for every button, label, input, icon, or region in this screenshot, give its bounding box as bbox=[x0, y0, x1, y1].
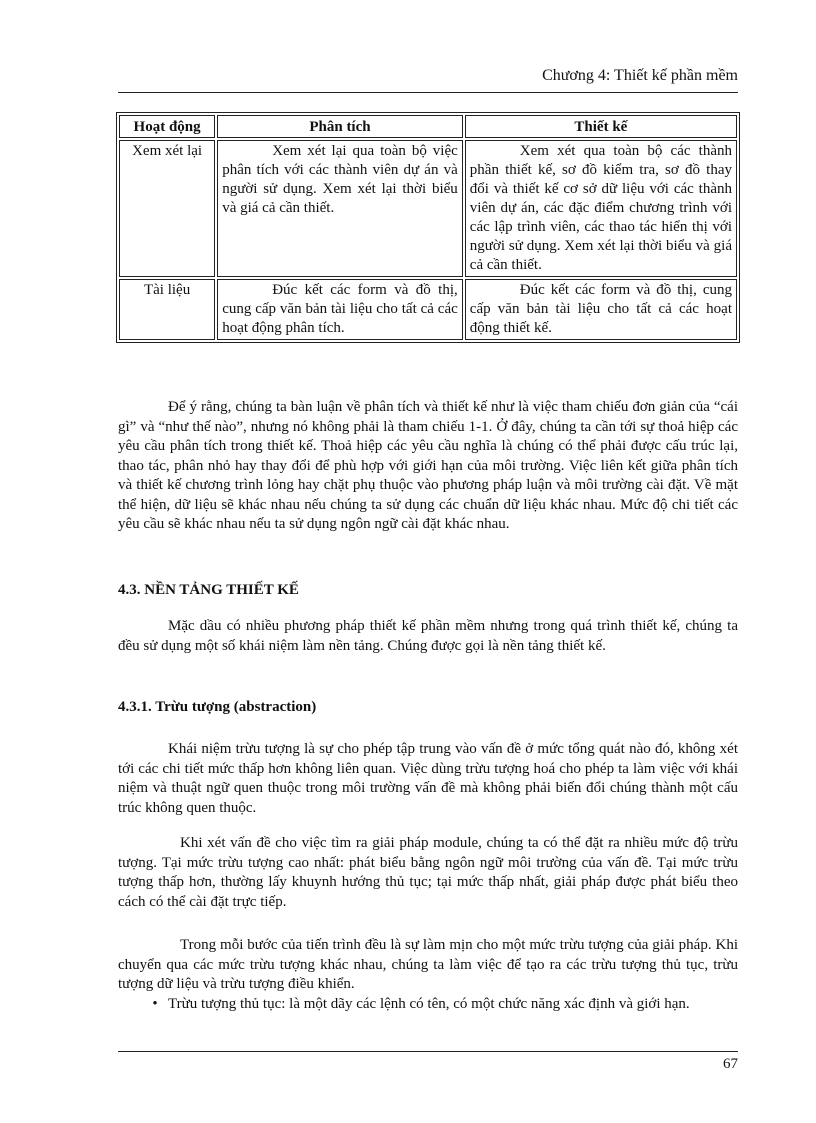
row-analysis-text: Đúc kết các form và đồ thị, cung cấp văn bản tài liệu cho tất cả các hoạt động phân tích. bbox=[222, 282, 458, 336]
section-heading-4-3: 4.3. NỀN TẢNG THIẾT KẾ bbox=[118, 582, 299, 598]
footer-rule bbox=[118, 1051, 738, 1052]
header-rule bbox=[118, 92, 738, 93]
body-paragraph bbox=[118, 740, 738, 818]
list-item bbox=[152, 995, 738, 1015]
paragraph-text: Để ý rằng, chúng ta bàn luận về phân tích và thiết kế như là việc tham chiếu đơn giản của “cái gì” và “như thế nào”, nhưng nó không phải là tham chiếu 1-1. Ở đây, chúng ta cần tới sự thoả hiệp các yêu cầu phân tích trong thiết kế. Thoả hiệp các yêu cầu nghĩa là chúng có thể phải được cấu trúc lại, thao tác, phân nhỏ hay thay đổi để phù hợp với giới hạn của môi trường. Việc liên kết giữa phân tích và thiết kế chương trình lỏng hay chặt phụ thuộc vào phương pháp luận và môi trường cài đặt. Về mặt thể hiện, dữ liệu sẽ khác nhau nếu chúng ta sử dụng các chuẩn dữ liệu khác nhau. Mức độ chi tiết các yêu cầu sẽ khác nhau nếu ta sử dụng ngôn ngữ cài đặt khác nhau. bbox=[118, 399, 738, 532]
page-number: 67 bbox=[723, 1056, 738, 1072]
header-design: Thiết kế bbox=[465, 115, 737, 138]
chapter-title: Chương 4: Thiết kế phần mềm bbox=[542, 67, 738, 84]
header-analysis: Phân tích bbox=[217, 115, 463, 138]
table-header-row bbox=[119, 115, 737, 138]
bullet-icon: • bbox=[152, 996, 158, 1012]
body-paragraph bbox=[118, 936, 738, 995]
body-paragraph bbox=[118, 398, 738, 535]
row-design bbox=[465, 279, 737, 340]
row-analysis bbox=[217, 140, 463, 277]
row-design-text: Xem xét qua toàn bộ các thành phần thiết kế, sơ đồ kiểm tra, sơ đồ thay đổi và thiết kế cơ sở dữ liệu với các thành viên dự án, các đặc điểm chương trình với các lập trình viên, các thao tác hiển thị với người sử dụng. Xem xét lại thời biểu và giá cả cần thiết. bbox=[469, 143, 732, 273]
body-paragraph bbox=[118, 834, 738, 912]
table-row bbox=[119, 140, 737, 277]
paragraph-text: Khái niệm trừu tượng là sự cho phép tập trung vào vấn đề ở mức tổng quát nào đó, không xét tới các chi tiết mức thấp hơn không liên quan. Việc dùng trừu tượng hoá cho phép ta làm việc với khái niệm và thuật ngữ quen thuộc trong môi trường vấn đề mà không phải biến đổi chúng thành một cấu trúc không quen thuộc. bbox=[118, 741, 738, 816]
comparison-table bbox=[116, 112, 740, 343]
body-paragraph bbox=[118, 617, 738, 656]
row-analysis bbox=[217, 279, 463, 340]
section-heading-4-3-1: 4.3.1. Trừu tượng (abstraction) bbox=[118, 699, 317, 715]
paragraph-text: Trong mỗi bước của tiến trình đều là sự làm mịn cho một mức trừu tượng của giải pháp. Khi chuyển qua các mức trừu tượng khác nhau, chúng ta làm việc để tạo ra các trừu tượng thủ tục, trừu tượng dữ liệu và trừu tượng điều khiển. bbox=[118, 937, 738, 992]
header-activity: Hoạt động bbox=[119, 115, 215, 138]
table-row bbox=[119, 279, 737, 340]
paragraph-text: Mặc dầu có nhiều phương pháp thiết kế phần mềm nhưng trong quá trình thiết kế, chúng ta đều sử dụng một số khái niệm làm nền tảng. Chúng được gọi là nền tảng thiết kế. bbox=[118, 618, 738, 654]
list-item-text: Trừu tượng thủ tục: là một dãy các lệnh có tên, có một chức năng xác định và giới hạn. bbox=[168, 996, 690, 1012]
row-design-text: Đúc kết các form và đồ thị, cung cấp văn bản tài liệu cho tất cả các hoạt động thiết kế. bbox=[469, 282, 732, 336]
row-activity: Xem xét lại bbox=[119, 140, 215, 277]
row-analysis-text: Xem xét lại qua toàn bộ việc phân tích với các thành viên dự án và người sử dụng. Xem xét lại thời biểu và giá cả cần thiết. bbox=[222, 143, 458, 216]
row-design bbox=[465, 140, 737, 277]
row-activity: Tài liệu bbox=[119, 279, 215, 340]
paragraph-text: Khi xét vấn đề cho việc tìm ra giải pháp module, chúng ta có thể đặt ra nhiều mức độ trừu tượng. Tại mức trừu tượng cao nhất: phát biểu bằng ngôn ngữ môi trường của vấn đề. Tại mức trừu tượng thấp hơn, thường lấy khuynh hướng thủ tục; tại mức thấp nhất, giải pháp được phát biểu theo cách có thể cài đặt trực tiếp. bbox=[118, 835, 738, 910]
